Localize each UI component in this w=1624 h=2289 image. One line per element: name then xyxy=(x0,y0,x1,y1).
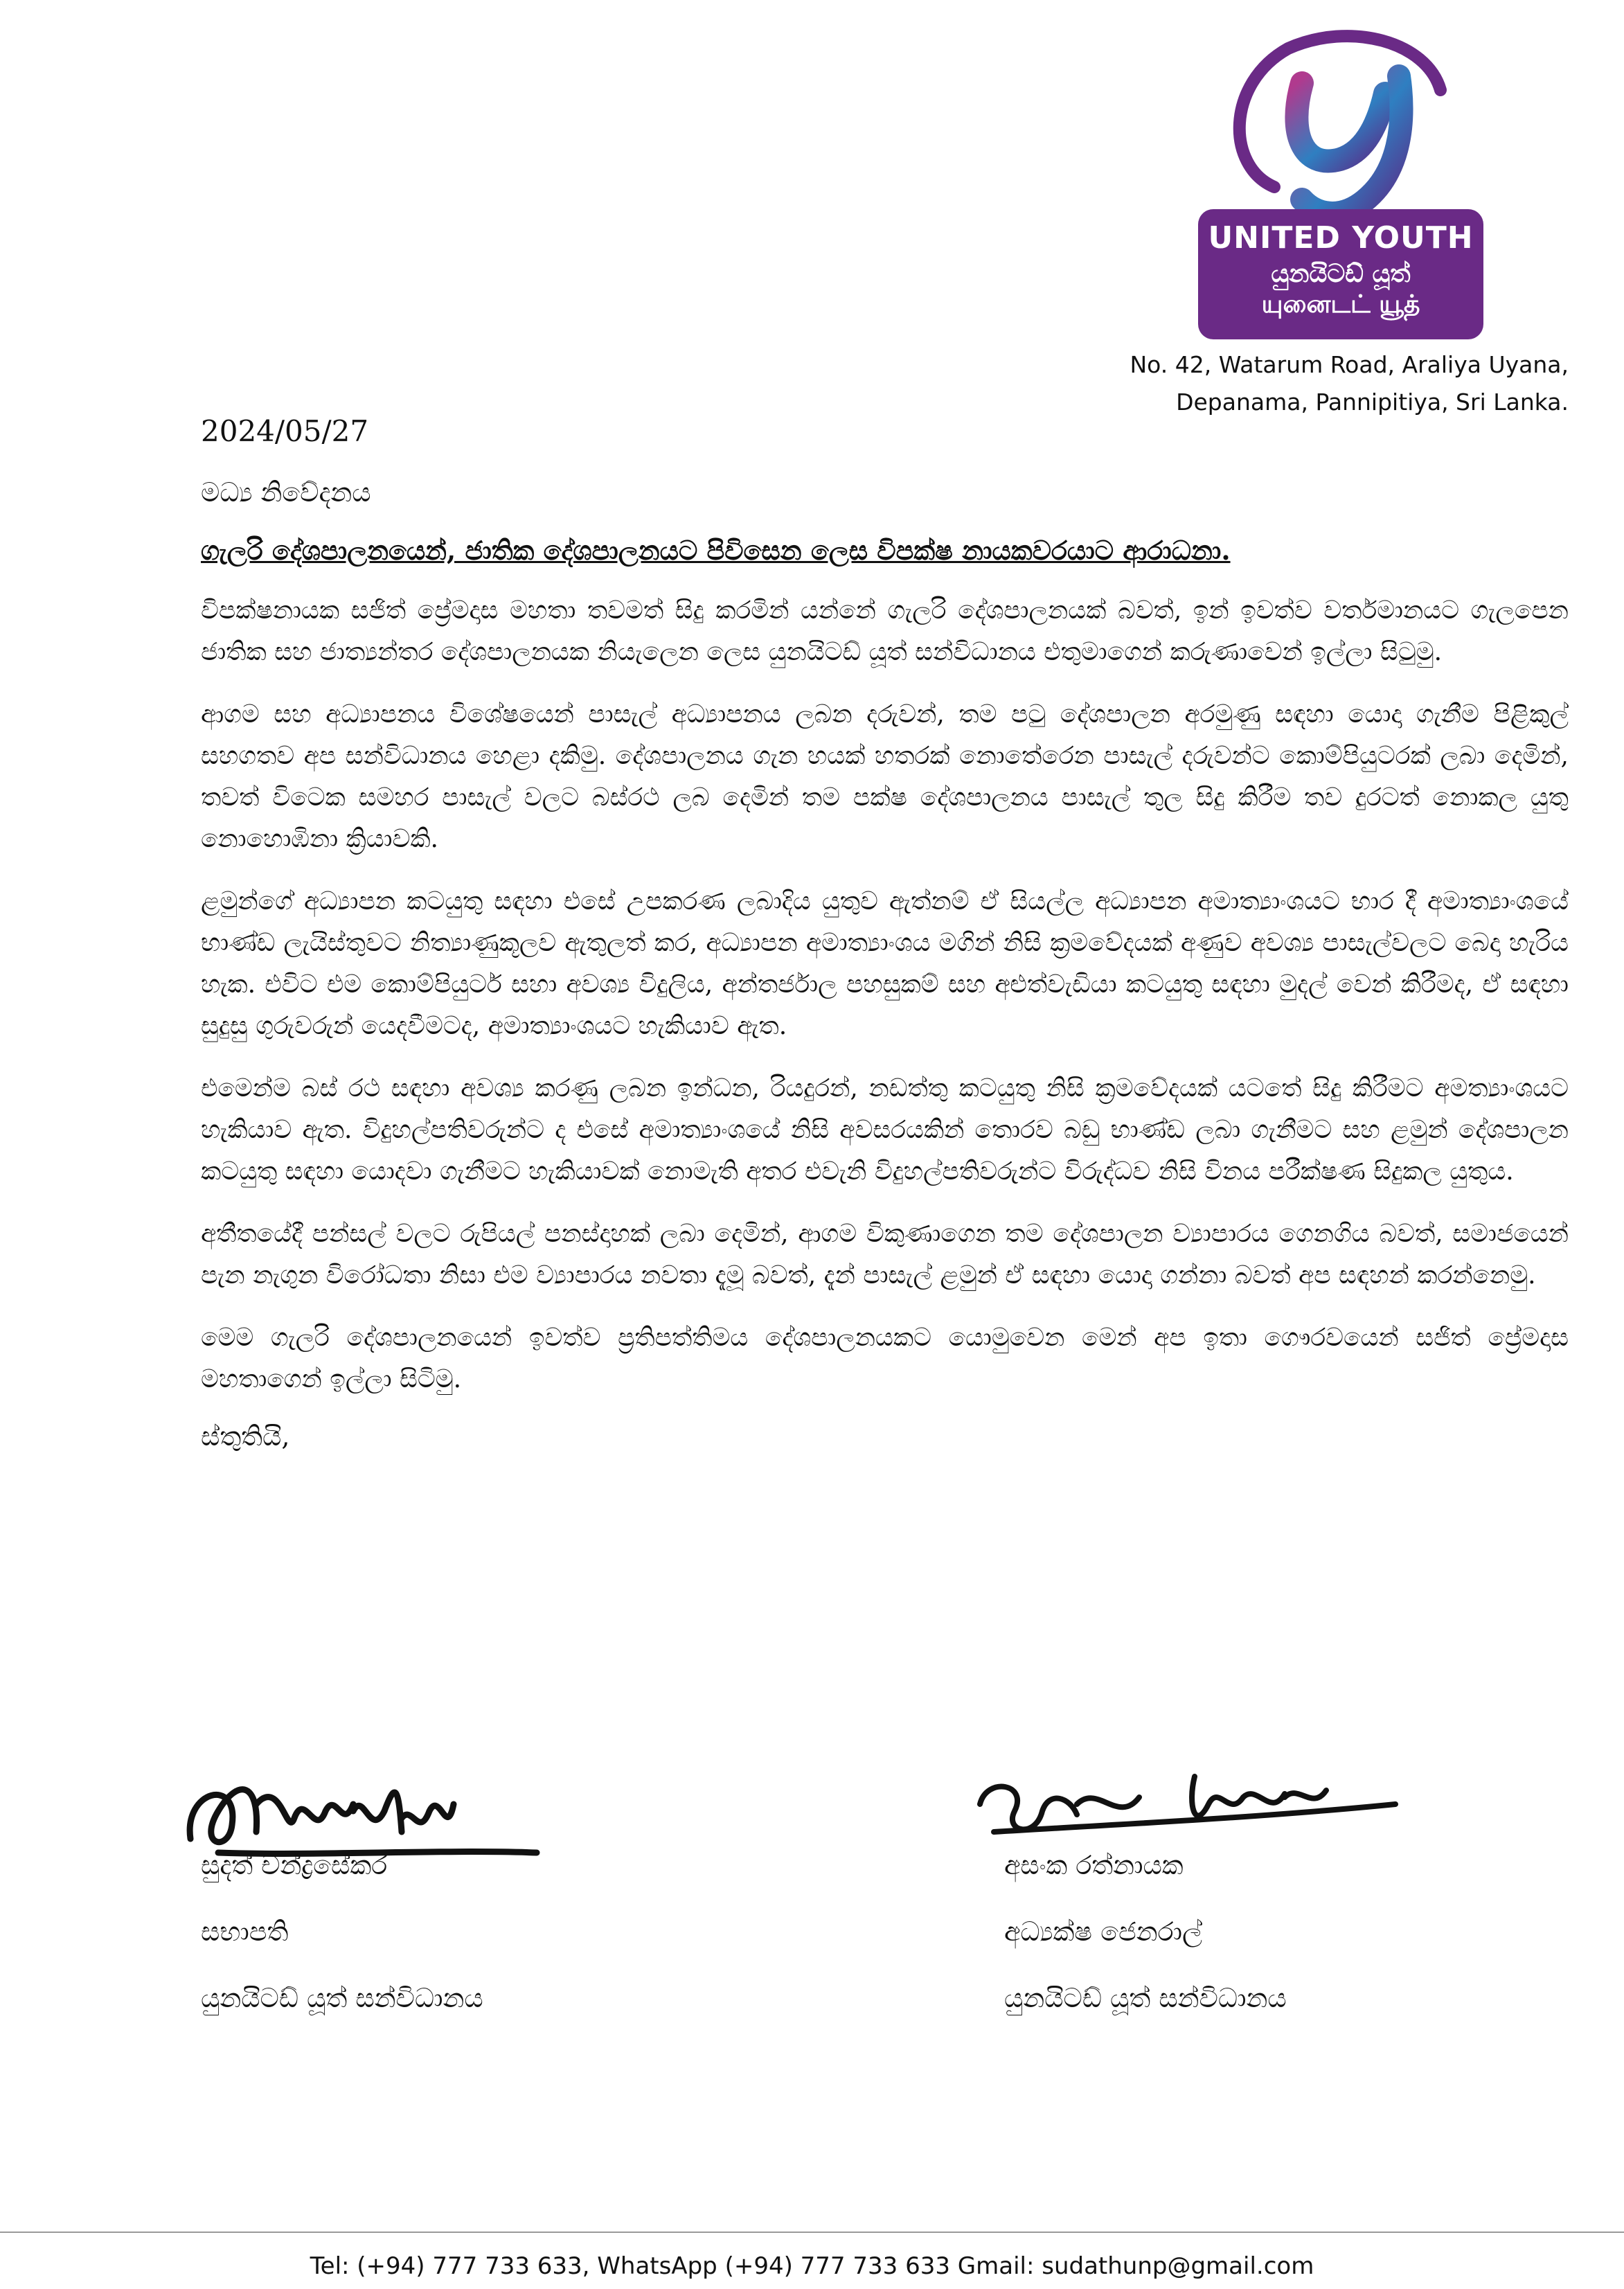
paragraph-1: විපක්ෂනායක සජිත් ප්‍රේමදාස මහතා තවමත් සිදු කරමින් යන්නේ ගැලරි දේශපාලනයක් බවත්, ඉන් ඉවත්ව වර්තමානයට ගැලපෙන ජාතික සහ ජාත්‍යන්තර දේශපාලනයක නියැලෙන ලෙස යුනයිටඩ් යූත් සන්විධානය එතුමාගෙන් කරුණාවෙන් ඉල්ලා සිටුමු. xyxy=(201,596,1569,666)
paragraph-3: ළමුන්ගේ අධ්‍යාපන කටයුතු සඳහා එසේ උපකරණ ලබාදිය යුතුව ඇත්නම් ඒ සියල්ල අධ්‍යාපන අමාත්‍යාංශයට භාර දී අමාත්‍යාංශයේ භාණ්ඩ ලැයිස්තුවට නිත්‍යාණුකූලව ඇතුලත් කර, අධ්‍යාපන අමාත්‍යාංශය මගින් නිසි ක්‍රමවේදයක් අණුව අවශ්‍ය පාසැල්වලට බෙදා හැරිය හැක. එවිට එම කොම්පියුටර් සහා අවශ්‍ය විදුලිය, අන්තර්ජාල පහසුකම් සහ අළුත්වැඩියා කටයුතු සඳහා මුදල් වෙන් කිරීමද, ඒ සඳහා සුදුසු ගුරුවරුන් යෙදවීමටද, අමාත්‍යාංශයට හැකියාව ඇත. xyxy=(201,887,1569,1040)
signatory-name: සුදත් චන්ද්‍රසේකර xyxy=(201,1850,388,1880)
footer-divider xyxy=(0,2232,1624,2233)
letter-headline: ගැලරි දේශපාලනයෙන්, ජාතික දේශපාලනයට පිවිසෙන ලෙස විපක්ෂ නායකවරයාට ආරාධනා. xyxy=(201,535,1231,566)
signatory-chairman xyxy=(201,1832,483,2031)
logo-text-english: UNITED YOUTH xyxy=(1208,220,1474,256)
signatory-name: අසංක රත්නායක xyxy=(1004,1850,1184,1880)
letter-body xyxy=(201,414,1569,1452)
address-line-1: No. 42, Watarum Road, Araliya Uyana, xyxy=(1130,351,1569,378)
logo-text-box xyxy=(1198,209,1483,339)
signatory-organization: යුනයිටඩ් යූත් සන්විධානය xyxy=(1004,1983,1287,2013)
media-release-label: මධ්‍ය නිවේදනය xyxy=(201,477,371,508)
address-line-2: Depanama, Pannipitiya, Sri Lanka. xyxy=(1176,389,1569,416)
signatory-title: අධ්‍යක්ෂ ජෙනරාල් xyxy=(1004,1916,1203,1947)
paragraph-6: මෙම ගැලරි දේශපාලනයෙන් ඉවත්ව ප්‍රතිපත්තිමය දේශපාලනයකට යොමුවෙන මෙන් අප ඉතා ගෞරවයෙන් සජිත් ප්‍රේමදාස මහතාගෙන් ඉල්ලා සිටිමු. xyxy=(201,1324,1569,1393)
sender-address xyxy=(1130,346,1569,421)
logo-text-tamil: யுனைடட் யூத் xyxy=(1261,290,1420,319)
paragraph-5: අතීතයේදී පන්සල් වලට රුපියල් පනස්දාහක් ලබා දෙමින්, ආගම විකුණාගෙන තම දේශපාලන ව්‍යාපාරය ගෙනගිය බවත්, සමාජයෙන් පැන නැගුන විරෝධතා නිසා එම ව්‍යාපාරය නවතා දැමූ බවත්, දැන් පාසැල් ළමුන් ඒ සඳහා යොදා ගන්නා බවත් අප සඳහන් කරන්නෙමු. xyxy=(201,1220,1569,1290)
united-youth-logo xyxy=(1198,28,1489,339)
footer-contact: Tel: (+94) 777 733 633, WhatsApp (+94) 777 733 633 Gmail: sudathunp@gmail.com xyxy=(310,2252,1314,2280)
paragraph-2: ආගම සහ අධ්‍යාපනය විශේෂයෙන් පාසැල් අධ්‍යාපනය ලබන දරුවන්, තම පටු දේශපාලන අරමුණු සඳහා යොදා ගැනීම පිළිකුල් සහගතව අප සන්විධානය හෙළා දකිමු. දේශපාලනය ගැන හයක් හතරක් නොතේරෙන පාසැල් දරුවන්ට කොම්පියුටරක් ලබා දෙමින්, තවත් විටෙක සමහර පාසැල් වලට බස්රථ ලබ දෙමින් තම පක්ෂ දේශපාලනය පාසැල් තුල සිදු කිරීම තව දුරටත් නොකල යුතු නොහොඹිනා ක්‍රියාවකි. xyxy=(201,700,1569,853)
signatory-organization: යුනයිටඩ් යූත් සන්විධානය xyxy=(201,1983,483,2013)
closing-salutation: ස්තුතියි, xyxy=(201,1421,290,1452)
signatory-director-general xyxy=(1004,1832,1287,2031)
paragraph-4: එමෙන්ම බස් රථ සඳහා අවශ්‍ය කරණු ලබන ඉන්ධන, රියදුරන්, නඩත්තු කටයුතු නිසි ක්‍රමවේදයක් යටතේ සිදු කිරීමට අමත්‍යාංශයට හැකියාව ඇත. විදුහල්පතිවරුන්ට ද එසේ අමාත්‍යාංශයේ නිසි අවසරයකින් තොරව බඩු භාණ්ඩ ලබා ගැනීමට සහ ළමුන් දේශපාලන කටයුතු සඳහා යොදවා ගැනීමට හැකියාවක් නොමැති අතර එවැනි විදුහල්පතිවරුන්ට විරුද්ධව නිසි විනය පරීක්ෂණ සිදුකල යුතුය. xyxy=(201,1074,1569,1186)
signatory-title: සභාපති xyxy=(201,1916,289,1947)
letter-date: 2024/05/27 xyxy=(201,414,369,448)
logo-text-sinhala: යුනයිටඩ් යූත් xyxy=(1271,260,1411,288)
